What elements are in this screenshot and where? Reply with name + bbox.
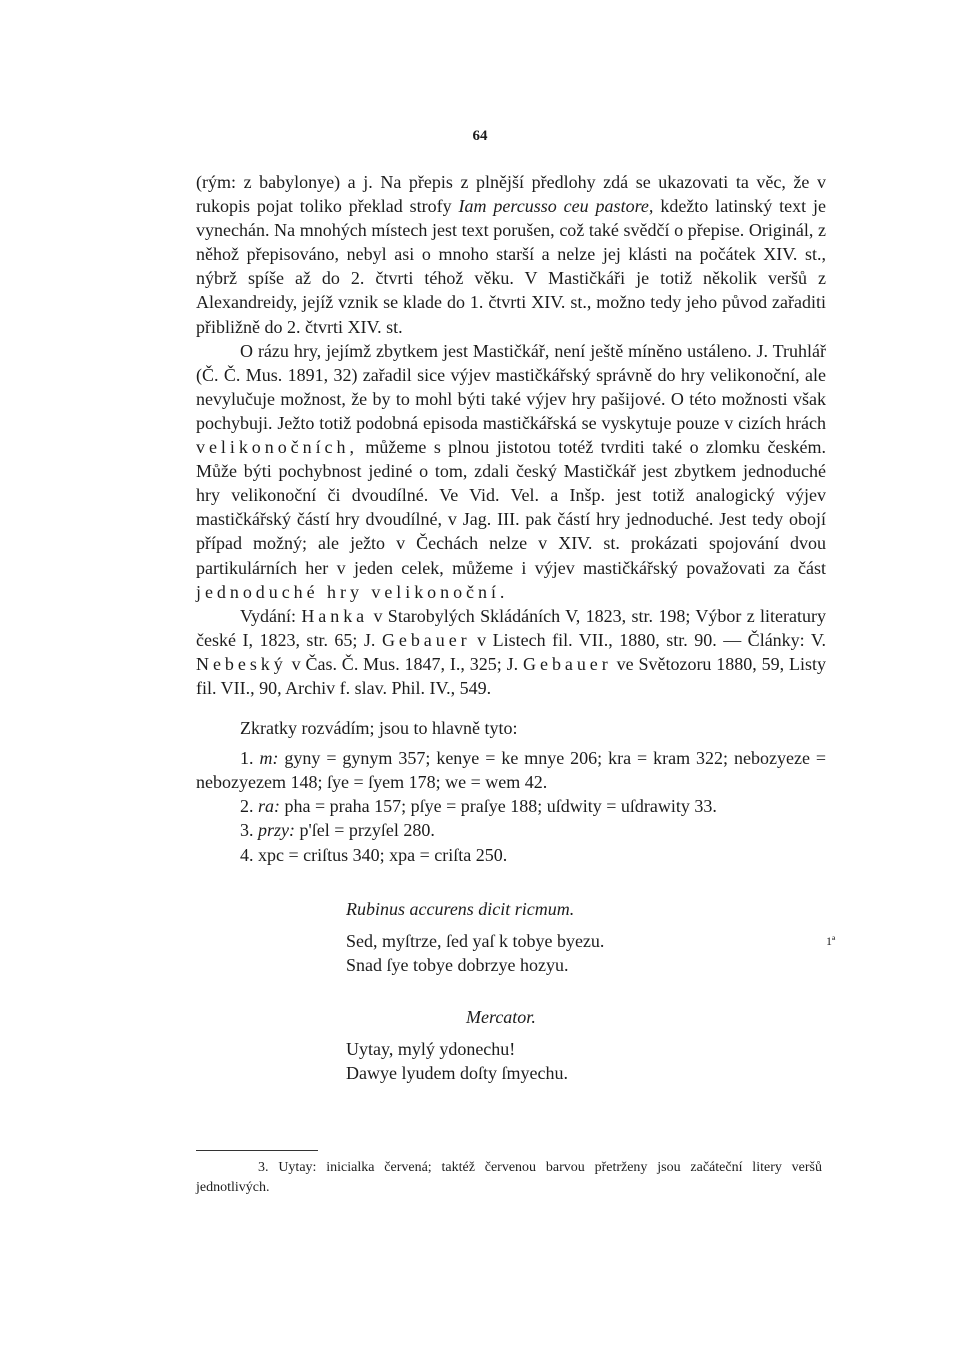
- poem: [346, 897, 836, 1086]
- verse-line: Sed, myſtrze, ſed yaſ k tobye byezu.: [346, 930, 605, 951]
- abbr-text: p'ſel = przyſel 280.: [299, 820, 435, 841]
- speaker-mercator: Mercator.: [466, 1006, 536, 1027]
- abbr-label: m:: [259, 748, 279, 769]
- verse-line: Snad ſye tobye dobrzye hozyu.: [346, 954, 569, 975]
- abbr-num: 4.: [240, 844, 254, 865]
- page-number: 64: [472, 128, 488, 144]
- footnote: 3. Uytay: inicialka červená; taktéž červenou barvou přetrženy jsou začáteční litery veršů jednotlivých.: [196, 1160, 822, 1195]
- p3-d: v Čas. Č. Mus. 1847, I., 325; J.: [291, 653, 519, 674]
- paragraph-abbreviations-intro: Zkratky rozvádím; jsou to hlavně tyto:: [240, 718, 518, 739]
- footnote-rule: [196, 1150, 318, 1151]
- p3-b: v Starobylých Skládáních V, 1823, str. 198; Výbor z literatury české I, 1823, str. 65; J.: [196, 605, 826, 650]
- abbr-num: 2.: [240, 796, 254, 817]
- author-gebauer-1: Gebauer: [381, 629, 471, 650]
- paragraph-editions: [196, 604, 826, 700]
- spaced-word-velikonocnich: velikonočních,: [196, 437, 358, 458]
- abbreviation-1: [196, 746, 826, 794]
- latin-quote: Iam percusso ceu pastore,: [458, 196, 654, 217]
- p3-e: ve Světozoru 1880, 59, Listy fil. VII., 90, Archiv f. slav. Phil. IV., 549.: [196, 653, 827, 698]
- verse-line: Uytay, mylý ydonechu!: [346, 1039, 516, 1059]
- speaker-rubinus: Rubinus accurens dicit ricmum.: [346, 898, 575, 919]
- paragraph-2: [196, 339, 826, 604]
- spaced-phrase: jednoduché hry velikonoční.: [196, 581, 509, 602]
- p2-text-a: O rázu hry, jejímž zbytkem jest Mastičkář, není ještě míněno ustáleno. J. Truhlář (Č. Č. Mus. 1891, 32) zařadil sice výjev mastičkářský správně do hry velikonoční, ale nevylučuje možnost, že by to mohl býti také výjev hry pašijové. O této možnosti však pochybuji. Ježto totiž podobná episoda mastičkářská se vyskytuje pouze v cizích hrách: [196, 340, 826, 433]
- verse-number: 1ª: [826, 933, 836, 948]
- p1-rest: kdežto latinský text je vynechán. Na mnohých místech jest text porušen, což také svědčí o přepise. Originál, z něhož přepisováno, nebyl asi o mnoho starší a nelze jej klásti na počátek XIV. st., nýbrž spíše až do 2. čtvrti téhož věku. V Mastičkáři je totiž několik veršů z Alexandreidy, jejíž vznik se klade do 1. čtvrti XIV. st., možno tedy jeho původ zařaditi přibližně do 2. čtvrti XIV. st.: [196, 196, 827, 337]
- main-text: [196, 170, 836, 1085]
- abbr-text: xpc = criſtus 340; xpa = criſta 250.: [258, 844, 508, 865]
- abbr-num: 3.: [240, 820, 254, 841]
- paragraph-1: [196, 170, 826, 339]
- p1-text: (rým: z babylonye) a j. Na přepis z plnější předlohy zdá se ukazovati ta věc, že v rukopis pojat toliko překlad strofy: [196, 172, 826, 217]
- author-nebesky: Nebeský: [196, 653, 287, 674]
- p2-text-b: můžeme s plnou jistotou totéž tvrditi také o zlomku českém. Může býti pochybnost jediné o tom, zdali český Mastičkář jest zbytkem jednoduché hry velikonoční či dvoudílné. Ve Vid. Vel. a Inšp. jest totiž analogický výjev mastičkářský částí hry dvoudílné, v Jag. III. pak částí hry jednoduché. Jest tedy obojí případ možný; ale ježto v Čechách nelze v XIV. st. prokázati spojování dvou partikulárních her v jeden celek, můžeme i výjev mastičkářský považovati za část: [196, 437, 826, 578]
- p3-a: Vydání:: [240, 605, 296, 626]
- author-hanka: Hanka: [301, 605, 369, 626]
- abbr-label: ra:: [258, 796, 280, 817]
- author-gebauer-2: Gebauer: [523, 653, 612, 674]
- abbreviation-3: [196, 818, 826, 842]
- p3-c: v Listech fil. VII., 1880, str. 90. — Články: V.: [477, 629, 827, 650]
- abbr-text: pha = praha 157; pſye = praſye 188; uſdwity = uſdrawity 33.: [284, 796, 717, 817]
- abbr-label: przy:: [258, 820, 295, 841]
- abbr-text: gyny = gynym 357; kenye = ke mnye 206; kra = kram 322; nebozyeze = nebozyezem 148; ſye = ſyem 178; we = wem 42.: [196, 748, 827, 793]
- abbr-num: 1.: [240, 748, 254, 769]
- abbreviation-2: [196, 794, 826, 818]
- abbreviation-4: [196, 843, 826, 867]
- verse-line: Dawye lyudem doſty ſmyechu.: [346, 1063, 568, 1084]
